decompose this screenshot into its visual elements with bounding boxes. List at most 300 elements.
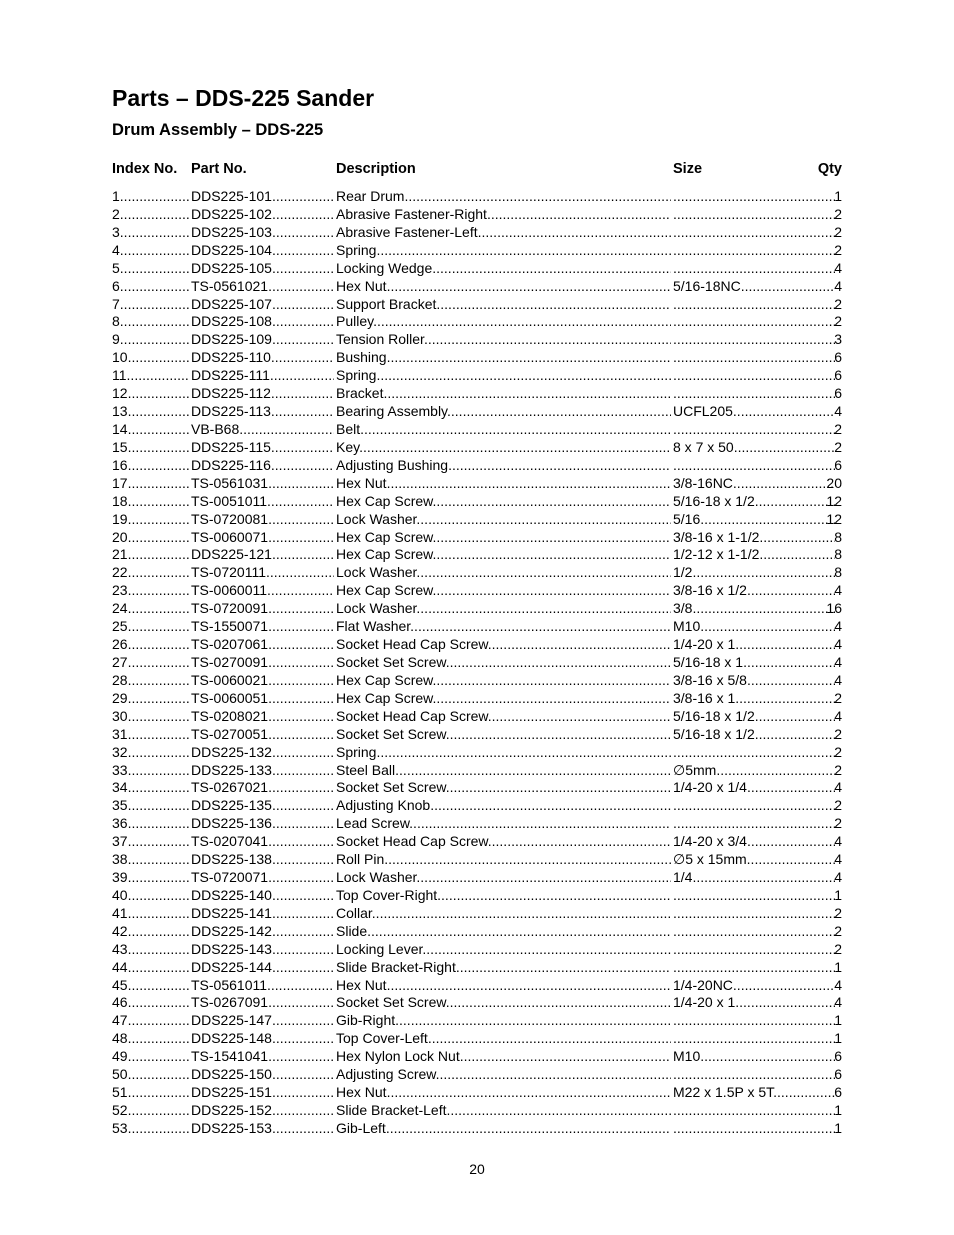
part-index bbox=[112, 815, 189, 833]
part-size-text: 5/16-18 x 1/2 bbox=[673, 725, 755, 742]
part-index bbox=[112, 672, 189, 690]
part-qty-text: 2 bbox=[834, 689, 842, 706]
part-description bbox=[336, 1066, 671, 1084]
part-index bbox=[112, 779, 189, 797]
parts-row bbox=[112, 618, 842, 636]
part-index-text: 15 bbox=[112, 438, 128, 455]
part-index bbox=[112, 224, 189, 242]
part-description-text: Roll Pin bbox=[336, 851, 385, 868]
part-number-text: TS-0561021 bbox=[191, 277, 269, 294]
part-description bbox=[336, 493, 671, 511]
part-qty bbox=[812, 564, 842, 582]
part-size bbox=[673, 833, 835, 851]
part-number-text: DDS225-103 bbox=[191, 223, 272, 240]
part-index bbox=[112, 188, 189, 206]
part-index bbox=[112, 690, 189, 708]
part-size bbox=[673, 224, 835, 242]
part-description-text: Rear Drum bbox=[336, 188, 405, 204]
part-qty bbox=[812, 851, 842, 869]
part-size bbox=[673, 977, 835, 995]
part-qty-text: 4 bbox=[834, 779, 842, 796]
part-number-text: TS-0720071 bbox=[191, 869, 269, 886]
column-header-qty: Qty bbox=[817, 161, 842, 177]
part-size bbox=[673, 1066, 835, 1084]
part-description-text: Bushing bbox=[336, 349, 387, 366]
part-qty-text: 4 bbox=[834, 833, 842, 850]
part-number bbox=[191, 779, 334, 797]
parts-row bbox=[112, 439, 842, 457]
part-size-text: 5/16-18 x 1/2 bbox=[673, 492, 755, 509]
part-qty-text: 8 bbox=[834, 564, 842, 581]
parts-row bbox=[112, 564, 842, 582]
part-qty bbox=[812, 331, 842, 349]
part-description bbox=[336, 959, 671, 977]
part-size bbox=[673, 654, 835, 672]
part-index-text: 7 bbox=[112, 295, 120, 312]
parts-row bbox=[112, 224, 842, 242]
part-description-text: Abrasive Fastener-Left bbox=[336, 223, 478, 240]
part-qty-text: 1 bbox=[834, 1102, 842, 1119]
part-qty-text: 2 bbox=[834, 725, 842, 742]
part-index-text: 8 bbox=[112, 313, 120, 330]
part-number bbox=[191, 582, 334, 600]
part-size-text: 8 x 7 x 50 bbox=[673, 438, 734, 455]
part-index bbox=[112, 905, 189, 923]
part-index bbox=[112, 1066, 189, 1084]
part-size bbox=[673, 1102, 835, 1120]
part-number bbox=[191, 797, 334, 815]
part-index-text: 27 bbox=[112, 653, 128, 670]
part-size bbox=[673, 618, 835, 636]
part-index bbox=[112, 923, 189, 941]
part-qty-text: 1 bbox=[834, 188, 842, 204]
part-number bbox=[191, 546, 334, 564]
part-qty bbox=[812, 869, 842, 887]
part-size bbox=[673, 1084, 835, 1102]
page-title: Parts – DDS-225 Sander bbox=[112, 85, 375, 111]
part-description bbox=[336, 654, 671, 672]
part-qty-text: 2 bbox=[834, 420, 842, 437]
part-size-text: 1/4-20 x 3/4 bbox=[673, 833, 747, 850]
part-description bbox=[336, 977, 671, 995]
part-description-text: Hex Nut bbox=[336, 1084, 387, 1101]
parts-row bbox=[112, 1048, 842, 1066]
part-qty-text: 2 bbox=[834, 295, 842, 312]
part-number bbox=[191, 242, 334, 260]
part-qty-text: 6 bbox=[834, 367, 842, 384]
part-size bbox=[673, 905, 835, 923]
part-description bbox=[336, 564, 671, 582]
part-index-text: 38 bbox=[112, 851, 128, 868]
part-number bbox=[191, 529, 334, 547]
part-qty bbox=[812, 618, 842, 636]
part-number bbox=[191, 744, 334, 762]
parts-row bbox=[112, 708, 842, 726]
section-title: Drum Assembly – DDS-225 bbox=[112, 121, 324, 139]
part-description bbox=[336, 1030, 671, 1048]
part-description-text: Hex Cap Screw bbox=[336, 689, 433, 706]
part-number bbox=[191, 690, 334, 708]
part-qty-text: 2 bbox=[834, 922, 842, 939]
part-description-text: Hex Nylon Lock Nut bbox=[336, 1048, 460, 1065]
part-description-text: Adjusting Knob bbox=[336, 797, 431, 814]
part-description-text: Key bbox=[336, 438, 360, 455]
part-index-text: 49 bbox=[112, 1048, 128, 1065]
part-qty bbox=[812, 457, 842, 475]
part-size bbox=[673, 887, 835, 905]
part-qty-text: 2 bbox=[834, 205, 842, 222]
part-index bbox=[112, 654, 189, 672]
part-number-text: TS-0267091 bbox=[191, 994, 269, 1011]
part-index-text: 43 bbox=[112, 940, 128, 957]
part-description bbox=[336, 851, 671, 869]
part-size-text: ∅5mm bbox=[673, 761, 717, 778]
part-index bbox=[112, 833, 189, 851]
part-qty bbox=[812, 977, 842, 995]
part-number bbox=[191, 600, 334, 618]
part-description bbox=[336, 1012, 671, 1030]
part-qty bbox=[812, 493, 842, 511]
part-index bbox=[112, 313, 189, 331]
part-description-text: Spring bbox=[336, 743, 377, 760]
part-size bbox=[673, 994, 835, 1012]
part-qty bbox=[812, 313, 842, 331]
parts-row bbox=[112, 762, 842, 780]
parts-row bbox=[112, 1084, 842, 1102]
part-description-text: Lead Screw bbox=[336, 815, 410, 832]
part-number-text: DDS225-116 bbox=[191, 456, 271, 473]
part-size bbox=[673, 313, 835, 331]
parts-row bbox=[112, 242, 842, 260]
part-qty bbox=[812, 600, 842, 618]
part-description bbox=[336, 869, 671, 887]
part-index-text: 29 bbox=[112, 689, 128, 706]
part-description-text: Hex Cap Screw bbox=[336, 492, 433, 509]
part-number-text: DDS225-150 bbox=[191, 1066, 272, 1083]
part-index-text: 17 bbox=[112, 474, 128, 491]
part-index bbox=[112, 564, 189, 582]
part-number bbox=[191, 851, 334, 869]
part-description-text: Locking Lever bbox=[336, 940, 423, 957]
part-description-text: Tension Roller bbox=[336, 331, 424, 348]
part-size bbox=[673, 869, 835, 887]
part-qty bbox=[812, 421, 842, 439]
parts-row bbox=[112, 403, 842, 421]
part-index bbox=[112, 511, 189, 529]
part-number bbox=[191, 1120, 334, 1138]
part-number-text: TS-0270091 bbox=[191, 653, 269, 670]
part-index-text: 3 bbox=[112, 223, 120, 240]
parts-row bbox=[112, 475, 842, 493]
part-index-text: 39 bbox=[112, 869, 128, 886]
part-index-text: 10 bbox=[112, 349, 128, 366]
part-qty bbox=[812, 242, 842, 260]
part-number-text: DDS225-111 bbox=[191, 367, 270, 384]
part-size bbox=[673, 439, 835, 457]
part-description bbox=[336, 403, 671, 421]
part-number-text: DDS225-108 bbox=[191, 313, 272, 330]
part-number-text: TS-0051011 bbox=[191, 492, 268, 509]
part-index-text: 50 bbox=[112, 1066, 128, 1083]
page-number: 20 bbox=[469, 1161, 485, 1177]
part-size bbox=[673, 959, 835, 977]
part-qty bbox=[812, 941, 842, 959]
part-qty bbox=[812, 833, 842, 851]
part-qty bbox=[812, 779, 842, 797]
part-description bbox=[336, 1048, 671, 1066]
parts-row bbox=[112, 260, 842, 278]
column-header-part-number: Part No. bbox=[191, 161, 247, 177]
part-number bbox=[191, 313, 334, 331]
part-description bbox=[336, 349, 671, 367]
part-qty bbox=[812, 475, 842, 493]
part-number-text: DDS225-115 bbox=[191, 438, 271, 455]
part-qty-text: 6 bbox=[834, 456, 842, 473]
part-description-text: Spring bbox=[336, 241, 377, 258]
part-number-text: VB-B68 bbox=[191, 420, 240, 437]
part-index-text: 4 bbox=[112, 241, 120, 258]
part-size bbox=[673, 403, 835, 421]
part-qty bbox=[812, 672, 842, 690]
part-number-text: TS-0720081 bbox=[191, 510, 269, 527]
part-description bbox=[336, 797, 671, 815]
part-qty bbox=[812, 1066, 842, 1084]
part-description-text: Socket Head Cap Screw bbox=[336, 833, 488, 850]
part-description bbox=[336, 1084, 671, 1102]
part-size-text: M22 x 1.5P x 5T bbox=[673, 1084, 774, 1101]
part-index-text: 24 bbox=[112, 600, 128, 617]
part-index bbox=[112, 331, 189, 349]
part-index-text: 41 bbox=[112, 904, 128, 921]
part-size-text: 3/8-16 x 1/2 bbox=[673, 582, 747, 599]
part-number bbox=[191, 493, 334, 511]
part-index-text: 47 bbox=[112, 1012, 128, 1029]
part-number-text: DDS225-148 bbox=[191, 1030, 272, 1047]
part-number bbox=[191, 457, 334, 475]
part-size bbox=[673, 1012, 835, 1030]
parts-row bbox=[112, 529, 842, 547]
part-description bbox=[336, 1102, 671, 1120]
part-qty-text: 4 bbox=[834, 671, 842, 688]
parts-row bbox=[112, 672, 842, 690]
part-size bbox=[673, 475, 835, 493]
part-number-text: DDS225-109 bbox=[191, 331, 272, 348]
part-index bbox=[112, 636, 189, 654]
part-description-text: Slide bbox=[336, 922, 368, 939]
part-description-text: Slide Bracket-Left bbox=[336, 1102, 447, 1119]
part-number bbox=[191, 672, 334, 690]
part-description-text: Gib-Right bbox=[336, 1012, 396, 1029]
part-number-text: TS-0720091 bbox=[191, 600, 269, 617]
part-description bbox=[336, 941, 671, 959]
part-number bbox=[191, 618, 334, 636]
part-size bbox=[673, 457, 835, 475]
part-qty-text: 2 bbox=[834, 241, 842, 258]
part-number-text: TS-0208021 bbox=[191, 707, 269, 724]
part-qty-text: 4 bbox=[834, 869, 842, 886]
part-qty-text: 6 bbox=[834, 1048, 842, 1065]
part-size bbox=[673, 564, 835, 582]
part-description bbox=[336, 779, 671, 797]
part-index-text: 53 bbox=[112, 1119, 128, 1136]
part-qty bbox=[812, 224, 842, 242]
part-description-text: Socket Set Screw bbox=[336, 653, 446, 670]
part-index-text: 2 bbox=[112, 205, 120, 222]
parts-list bbox=[112, 188, 842, 1138]
part-index bbox=[112, 851, 189, 869]
part-description bbox=[336, 367, 671, 385]
part-description bbox=[336, 457, 671, 475]
part-size bbox=[673, 367, 835, 385]
part-size bbox=[673, 546, 835, 564]
part-number-text: DDS225-143 bbox=[191, 940, 272, 957]
parts-row bbox=[112, 313, 842, 331]
part-number-text: TS-0060021 bbox=[191, 671, 269, 688]
part-number-text: TS-0267021 bbox=[191, 779, 269, 796]
column-header-index: Index No. bbox=[112, 161, 178, 177]
part-description bbox=[336, 994, 671, 1012]
part-number bbox=[191, 923, 334, 941]
parts-row bbox=[112, 977, 842, 995]
part-size bbox=[673, 690, 835, 708]
part-index-text: 19 bbox=[112, 510, 128, 527]
part-index bbox=[112, 744, 189, 762]
parts-row bbox=[112, 833, 842, 851]
part-number-text: DDS225-141 bbox=[191, 904, 272, 921]
part-index-text: 52 bbox=[112, 1102, 128, 1119]
part-description bbox=[336, 331, 671, 349]
part-size-text: 3/8-16 x 1-1/2 bbox=[673, 528, 760, 545]
part-qty bbox=[812, 1102, 842, 1120]
part-index-text: 26 bbox=[112, 636, 128, 653]
part-description bbox=[336, 260, 671, 278]
part-number-text: DDS225-138 bbox=[191, 851, 272, 868]
part-number-text: TS-0720111 bbox=[191, 564, 266, 581]
part-number bbox=[191, 977, 334, 995]
part-number bbox=[191, 475, 334, 493]
part-qty bbox=[812, 296, 842, 314]
part-number-text: DDS225-142 bbox=[191, 922, 272, 939]
parts-row bbox=[112, 1012, 842, 1030]
part-number bbox=[191, 887, 334, 905]
part-qty bbox=[812, 529, 842, 547]
part-number bbox=[191, 278, 334, 296]
part-index bbox=[112, 887, 189, 905]
part-index bbox=[112, 529, 189, 547]
part-description bbox=[336, 439, 671, 457]
part-number-text: DDS225-135 bbox=[191, 797, 272, 814]
part-qty-text: 1 bbox=[834, 1030, 842, 1047]
part-description bbox=[336, 206, 671, 224]
part-size bbox=[673, 278, 835, 296]
part-number bbox=[191, 1012, 334, 1030]
part-size-text: 3/8-16 x 5/8 bbox=[673, 671, 747, 688]
parts-row bbox=[112, 511, 842, 529]
part-qty-text: 2 bbox=[834, 815, 842, 832]
part-size bbox=[673, 511, 835, 529]
part-number-text: DDS225-110 bbox=[191, 349, 271, 366]
part-qty-text: 6 bbox=[834, 1066, 842, 1083]
part-description-text: Hex Nut bbox=[336, 277, 387, 294]
part-index bbox=[112, 1048, 189, 1066]
part-qty bbox=[812, 546, 842, 564]
part-description bbox=[336, 833, 671, 851]
part-size bbox=[673, 206, 835, 224]
part-number bbox=[191, 1084, 334, 1102]
parts-row bbox=[112, 654, 842, 672]
parts-row bbox=[112, 905, 842, 923]
part-qty bbox=[812, 1030, 842, 1048]
part-size bbox=[673, 797, 835, 815]
parts-row bbox=[112, 797, 842, 815]
part-qty-text: 12 bbox=[826, 510, 842, 527]
part-description-text: Lock Washer bbox=[336, 510, 417, 527]
part-qty bbox=[812, 797, 842, 815]
part-qty bbox=[812, 923, 842, 941]
part-qty-text: 2 bbox=[834, 743, 842, 760]
parts-row bbox=[112, 1102, 842, 1120]
part-index-text: 37 bbox=[112, 833, 128, 850]
part-index-text: 30 bbox=[112, 707, 128, 724]
part-index-text: 25 bbox=[112, 618, 128, 635]
part-qty-text: 4 bbox=[834, 851, 842, 868]
part-qty-text: 4 bbox=[834, 618, 842, 635]
part-index-text: 31 bbox=[112, 725, 128, 742]
part-qty-text: 1 bbox=[834, 958, 842, 975]
parts-row bbox=[112, 815, 842, 833]
parts-row bbox=[112, 457, 842, 475]
part-index-text: 32 bbox=[112, 743, 128, 760]
part-size bbox=[673, 600, 835, 618]
part-description-text: Hex Cap Screw bbox=[336, 546, 433, 563]
part-description-text: Collar bbox=[336, 904, 372, 921]
part-description bbox=[336, 475, 671, 493]
part-index-text: 1 bbox=[112, 188, 120, 204]
part-qty bbox=[812, 188, 842, 206]
part-index-text: 48 bbox=[112, 1030, 128, 1047]
part-size bbox=[673, 815, 835, 833]
part-description-text: Locking Wedge bbox=[336, 259, 433, 276]
part-qty-text: 4 bbox=[834, 636, 842, 653]
part-index bbox=[112, 994, 189, 1012]
part-index bbox=[112, 762, 189, 780]
part-description-text: Socket Set Screw bbox=[336, 994, 446, 1011]
part-size-text: 1/4-20 x 1/4 bbox=[673, 779, 747, 796]
part-size bbox=[673, 242, 835, 260]
part-number bbox=[191, 349, 334, 367]
part-description bbox=[336, 726, 671, 744]
parts-row bbox=[112, 331, 842, 349]
parts-row bbox=[112, 493, 842, 511]
part-number bbox=[191, 260, 334, 278]
part-number bbox=[191, 331, 334, 349]
part-size-text: UCFL205 bbox=[673, 403, 733, 420]
part-index-text: 23 bbox=[112, 582, 128, 599]
part-index bbox=[112, 278, 189, 296]
part-index-text: 16 bbox=[112, 456, 128, 473]
part-number-text: DDS225-140 bbox=[191, 886, 272, 903]
part-qty bbox=[812, 582, 842, 600]
part-number bbox=[191, 403, 334, 421]
part-description bbox=[336, 313, 671, 331]
part-index bbox=[112, 457, 189, 475]
part-size-text: 5/16-18NC bbox=[673, 277, 741, 294]
part-number bbox=[191, 367, 334, 385]
part-description bbox=[336, 1120, 671, 1138]
part-index bbox=[112, 403, 189, 421]
part-index bbox=[112, 726, 189, 744]
part-size bbox=[673, 260, 835, 278]
